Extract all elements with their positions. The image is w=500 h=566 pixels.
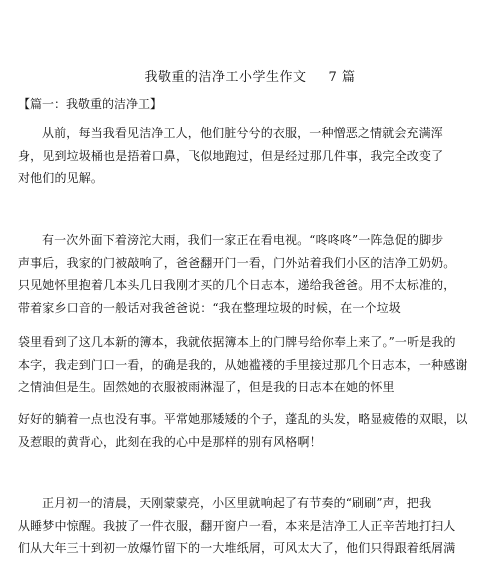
paragraph-1 xyxy=(18,122,488,190)
text-line: 之情油但是生。固然她的衣服被雨淋湿了，但是我的日志本在她的怀里 xyxy=(18,380,395,394)
text-line: 们从大年三十到初一放爆竹留下的一大堆纸屑，可风太大了，他们只得跟着纸屑满 xyxy=(18,541,456,555)
text-line: 对他们的见解。 xyxy=(18,171,104,185)
text-line: 身，见到垃圾桶也是捂着口鼻，飞似地跑过，但是经过那几件事，我完全改变了 xyxy=(18,148,444,163)
text-line: 及惹眼的黄背心，此刻在我的心中是那样的别有风格啊！ xyxy=(18,434,322,449)
paragraph-5 xyxy=(18,492,488,560)
document-title xyxy=(0,66,500,85)
paragraph-3 xyxy=(18,331,488,399)
text-line: 好好的躺着一点也没有事。平常她那矮矮的个子，蓬乱的头发，略显疲倦的双眼，以 xyxy=(18,412,468,426)
text-line: 有一次外面下着滂沱大雨，我们一家正在看电视。“咚咚咚”一阵急促的脚步 xyxy=(42,233,444,247)
section-heading: 【篇一：我敬重的洁净工】 xyxy=(18,97,163,111)
text-line: 只见她怀里抱着几本头几日我刚才买的几个日志本，递给我爸爸。用不太标准的， xyxy=(18,278,456,292)
text-line: 带着家乡口音的一般话对我爸爸说：“我在整理垃圾的时候，在一个垃圾 xyxy=(18,300,401,315)
text-line: 从睡梦中惊醒。我披了一件衣服，翻开窗户一看，本来是洁净工人正辛苦地打扫人 xyxy=(18,518,456,533)
text-line: 声事后，我家的门被敲响了，爸爸翻开门一看，门外站着我们小区的洁净工奶奶。 xyxy=(18,255,456,270)
text-line: 本字，我走到门口一看，的确是我的，从她褴褛的手里接过那几个日志本，一种感谢 xyxy=(18,357,468,372)
text-line: 从前，每当我看见洁净工人，他们脏兮兮的衣服，一种憎恶之情就会充满浑 xyxy=(42,126,443,140)
title-count: 7 篇 xyxy=(328,70,356,85)
title-text: 我敬重的洁净工小学生作文 xyxy=(144,70,307,85)
paragraph-2 xyxy=(18,229,488,319)
text-line: 袋里看到了这几本新的簿本，我就依据簿本上的门牌号给你奉上来了。”一听是我的 xyxy=(18,335,456,349)
paragraph-4 xyxy=(18,408,488,453)
text-line: 正月初一的清晨，天刚蒙蒙亮，小区里就响起了有节奏的“刷刷”声，把我 xyxy=(42,496,432,510)
